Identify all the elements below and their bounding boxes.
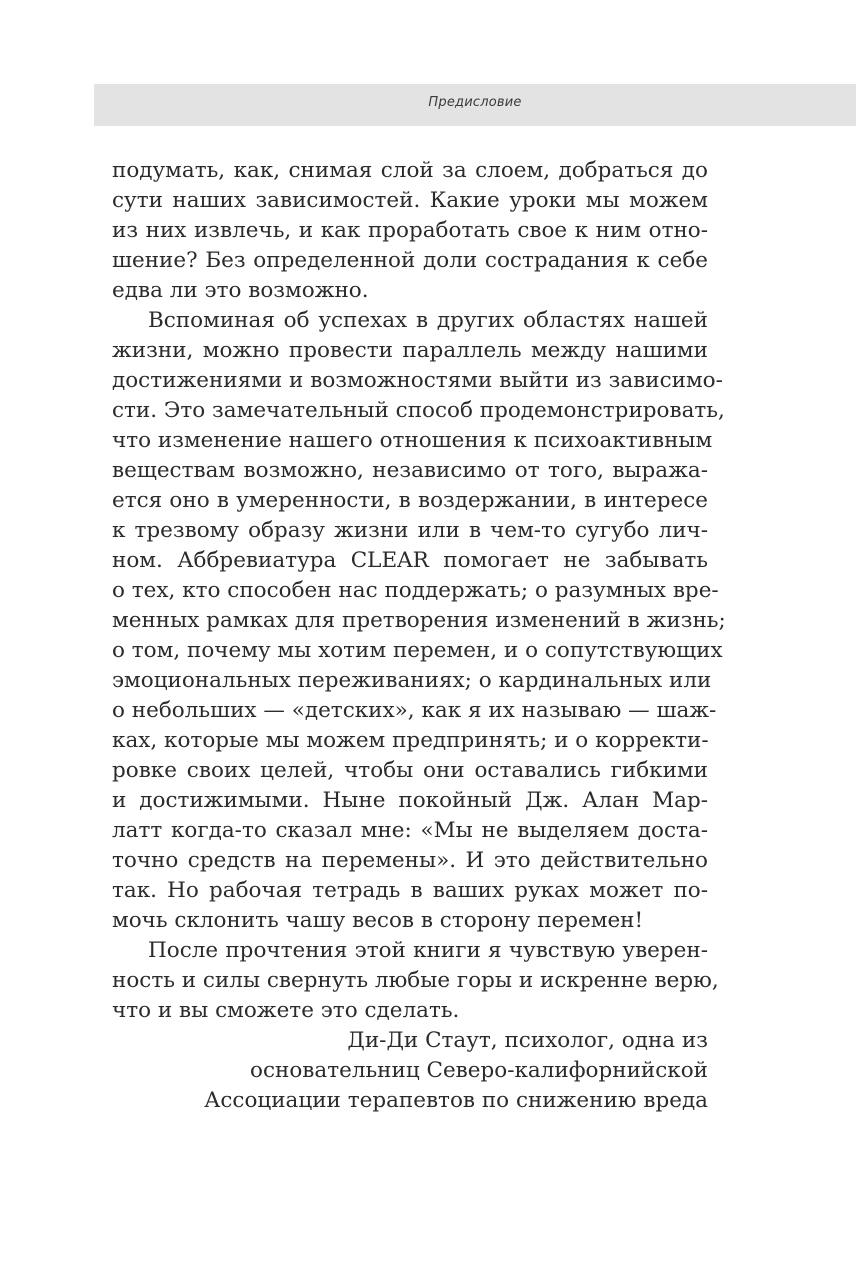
paragraph-1 bbox=[112, 156, 708, 306]
text-line: менных рамках для претворения изменений в жизнь; bbox=[112, 608, 726, 633]
text-line: ровке своих целей, чтобы они оставались гибкими bbox=[112, 758, 708, 783]
signature-line: Ассоциации терапевтов по снижению вреда bbox=[204, 1088, 708, 1113]
text-line: о том, почему мы хотим перемен, и о сопутствующих bbox=[112, 638, 723, 663]
text-line: сути наших зависимостей. Какие уроки мы можем bbox=[112, 188, 708, 213]
text-line: из них извлечь, и как проработать свое к ним отно- bbox=[112, 218, 708, 243]
body-text bbox=[112, 156, 726, 1026]
text-line: о небольших — «детских», как я их называю — шаж- bbox=[112, 698, 717, 723]
text-line: ется оно в умеренности, в воздержании, в интересе bbox=[112, 488, 708, 513]
text-line: ках, которые мы можем предпринять; и о корректи- bbox=[112, 728, 709, 753]
text-line: к трезвому образу жизни или в чем-то сугубо лич- bbox=[112, 518, 708, 543]
signature-block bbox=[204, 1026, 708, 1116]
text-line: латт когда-то сказал мне: «Мы не выделяем доста- bbox=[112, 818, 708, 843]
text-line: ном. Аббревиатура CLEAR помогает не забывать bbox=[112, 548, 708, 573]
paragraph-3 bbox=[112, 936, 719, 1026]
text-line: о тех, кто способен нас поддержать; о разумных вре- bbox=[112, 578, 719, 603]
text-line: мочь склонить чашу весов в сторону перемен! bbox=[112, 908, 644, 933]
text-line: что и вы сможете это сделать. bbox=[112, 998, 460, 1023]
text-line: и достижимыми. Ныне покойный Дж. Алан Мар- bbox=[112, 788, 708, 813]
text-line: шение? Без определенной доли сострадания к себе bbox=[112, 248, 708, 273]
text-line: эмоциональных переживаниях; о кардинальных или bbox=[112, 668, 712, 693]
section-title: Предисловие bbox=[428, 95, 522, 110]
text-line: веществам возможно, независимо от того, выража- bbox=[112, 458, 708, 483]
text-line: сти. Это замечательный способ продемонстрировать, bbox=[112, 398, 725, 423]
paragraph-2 bbox=[112, 306, 726, 936]
text-line: точно средств на перемены». И это действительно bbox=[112, 848, 708, 873]
text-line: так. Но рабочая тетрадь в ваших руках может по- bbox=[112, 878, 708, 903]
signature-line: основательниц Северо-калифорнийской bbox=[250, 1058, 708, 1083]
text-line: Вспоминая об успехах в других областях нашей bbox=[148, 308, 708, 333]
text-line: что изменение нашего отношения к психоактивным bbox=[112, 428, 713, 453]
text-line: После прочтения этой книги я чувствую уверен- bbox=[148, 938, 708, 963]
text-line: жизни, можно провести параллель между нашими bbox=[112, 338, 708, 363]
text-line: достижениями и возможностями выйти из зависимо- bbox=[112, 368, 723, 393]
text-line: едва ли это возможно. bbox=[112, 278, 369, 303]
text-line: подумать, как, снимая слой за слоем, добраться до bbox=[112, 158, 708, 183]
signature-line: Ди-Ди Стаут, психолог, одна из bbox=[347, 1028, 708, 1053]
text-line: ность и силы свернуть любые горы и искренне верю, bbox=[112, 968, 719, 993]
running-header bbox=[94, 84, 856, 126]
